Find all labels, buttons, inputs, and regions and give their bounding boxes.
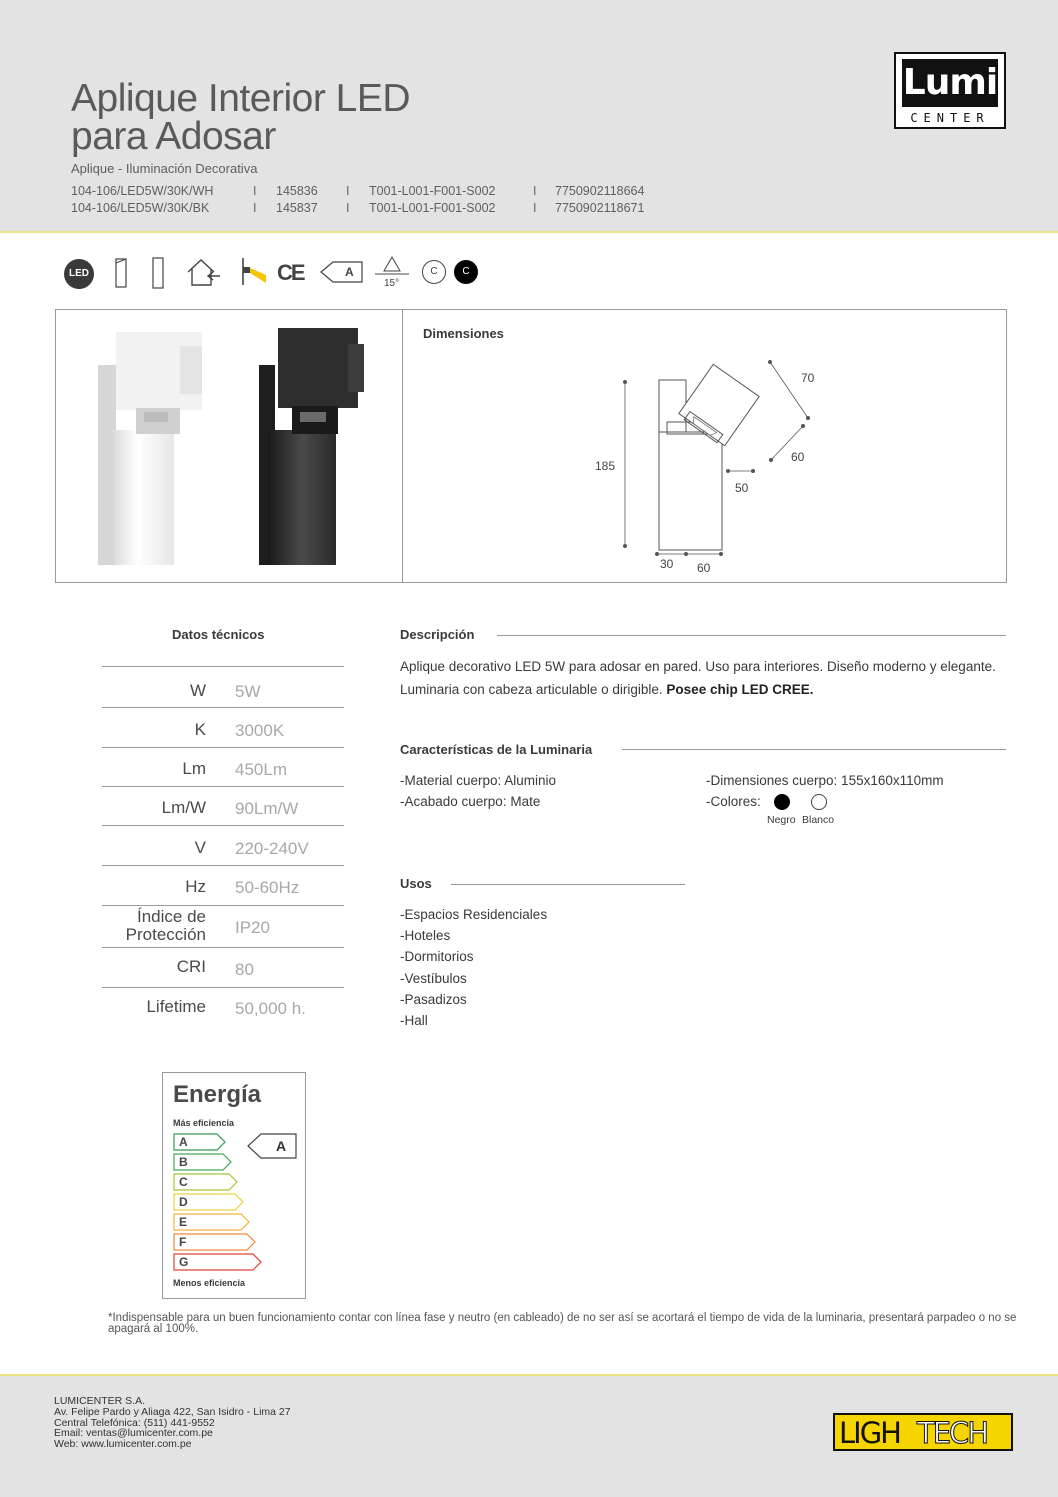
ean-code: 7750902118664 [555,184,645,198]
features-title: Características de la Luminaria [400,742,593,757]
footer-company: LUMICENTER S.A. [54,1395,146,1407]
model-code: 104-106/LED5W/30K/BK [71,201,210,215]
spec-row [102,666,344,707]
dim-head-a: 70 [801,371,815,385]
color-white-icon: C [422,260,446,284]
spec-row [102,865,344,905]
spec-value: 3000K [235,721,285,740]
separator: I [253,184,257,198]
spec-value: 220-240V [235,839,309,858]
separator: I [346,184,350,198]
ref-code: T001-L001-F001-S002 [369,184,496,198]
spec-row [102,786,344,825]
separator: I [533,184,537,198]
footer-phone: Central Telefónica: (511) 441-9552 [54,1417,215,1429]
spec-label: Lm [182,759,206,778]
page-title-line1: Aplique Interior LED [71,77,411,120]
beam-angle-value: 15° [384,278,400,289]
color-swatch-black [774,794,790,810]
energy-class-bar [173,1133,227,1151]
separator: I [533,201,537,215]
spec-value: 5W [235,682,261,701]
separator: I [253,201,257,215]
specs-title: Datos técnicos [172,627,265,642]
uso-item: -Espacios Residenciales [400,907,548,922]
description-body: Aplique decorativo LED 5W para adosar en pared. Uso para interiores. Diseño moderno y elegante. Luminaria con cabeza articulable o dirigible. [400,659,996,697]
spec-label: K [194,720,206,739]
product-photo [56,310,402,582]
spec-row [102,947,344,987]
lightech-logo [833,1413,1013,1451]
uso-item: -Pasadizos [400,992,467,1007]
spec-label: Hz [185,877,206,896]
ce-mark-icon: CE [277,260,304,285]
spec-label: CRI [176,957,206,976]
description-highlight: Posee chip LED CREE. [666,682,814,697]
spec-value: 50-60Hz [235,878,300,897]
product-panel [55,309,1007,583]
separator: I [346,201,350,215]
spec-row [102,905,344,947]
dim-base-b: 60 [697,561,711,575]
energy-class-letter: B [179,1155,188,1169]
color-swatch-white [811,794,827,810]
energy-rating-letter: A [276,1138,287,1154]
energy-class-letter: G [179,1255,189,1269]
header [0,0,1058,233]
ean-code: 7750902118671 [555,201,645,215]
color-name-black: Negro [767,814,796,826]
spec-label-line2: Protección [125,925,206,944]
spec-row [102,825,344,865]
black-fixture [259,328,364,565]
lightech-logo-part1: LIGH [839,1416,900,1450]
logo-subtext: CENTER [910,111,990,125]
ref-code: T001-L001-F001-S002 [369,201,496,215]
uso-item: -Dormitorios [400,949,474,964]
color-name-white: Blanco [802,814,835,826]
feature-finish: -Acabado cuerpo: Mate [400,794,541,809]
lightech-logo-part2: TECH [917,1416,988,1450]
energy-class-letter: E [179,1215,188,1229]
spec-label: Lm/W [161,798,206,817]
dim-head-c: 50 [735,481,749,495]
energy-rating-marker [247,1133,297,1159]
page-title-line2: para Adosar [71,115,276,158]
beam-angle-icon [372,255,412,291]
lumicenter-logo [894,52,1006,129]
footnote: *Indispensable para un buen funcionamiento contar con línea fase y neutro (en cableado) de no ser así se acortará el tiempo de vida de la luminaria, presentará parpadeo o no se apagará al 100%. [108,1312,1017,1335]
page-title [71,77,411,158]
energy-class-icon [320,260,364,284]
features-rule [622,749,1006,750]
usos-title: Usos [400,876,432,891]
description-title: Descripción [400,627,475,642]
description-text [400,655,1010,701]
spec-value: 80 [235,960,254,979]
spec-row [102,707,344,747]
energy-more-label: Más eficiencia [173,1118,235,1128]
feature-icons [62,255,502,295]
spec-label: Lifetime [146,997,206,1016]
wall-spot-icon [238,255,270,291]
dim-height: 185 [595,459,616,473]
sku-code: 145836 [276,184,318,198]
uso-item: -Hall [400,1013,428,1028]
energy-class-letter: D [179,1195,188,1209]
energy-class-letter: C [179,1175,188,1189]
dimensions-title: Dimensiones [423,326,504,341]
spec-value: 50,000 h. [235,999,306,1018]
color-black-icon: C [454,260,478,284]
energy-class-bar [173,1193,245,1211]
page-subtitle: Aplique - Iluminación Decorativa [71,161,258,176]
logo-wordmark: Lumi [902,59,998,107]
footer-email: Email: ventas@lumicenter.com.pe [54,1427,213,1439]
spec-value: IP20 [235,918,270,937]
spec-row [102,987,344,1027]
dim-head-b: 60 [791,450,805,464]
energy-class-letter: A [179,1135,188,1149]
dimension-drawing [403,310,1007,582]
spec-label: V [194,838,206,857]
spec-row [102,747,344,786]
uso-item: -Vestíbulos [400,971,467,986]
wall-flat-icon [150,255,166,291]
energy-class-letter: F [179,1235,187,1249]
spec-label [126,908,206,944]
spec-label: W [189,681,206,700]
energy-class-bar [173,1153,233,1171]
energy-class-bar [173,1233,257,1251]
led-badge-icon: LED [64,259,94,289]
uso-item: -Hoteles [400,928,451,943]
energy-less-label: Menos eficiencia [173,1278,246,1288]
spec-label-line1: Índice de [137,907,206,926]
model-code: 104-106/LED5W/30K/WH [71,184,214,198]
feature-dimensions: -Dimensiones cuerpo: 155x160x110mm [706,773,944,788]
energy-class-letter: A [345,265,354,279]
energy-class-bar [173,1253,263,1271]
usos-rule [451,884,685,885]
description-rule [497,635,1006,636]
dim-base-a: 30 [660,557,674,571]
white-fixture [98,332,202,565]
spec-value: 450Lm [235,760,287,779]
energy-label [162,1072,306,1299]
footer-address: Av. Felipe Pardo y Aliaga 422, San Isidro - Lima 27 [54,1406,291,1418]
energy-class-bar [173,1173,239,1191]
spec-value: 90Lm/W [235,799,299,818]
energy-title: Energía [173,1081,262,1108]
wall-surface-icon [112,255,132,291]
indoor-house-icon [184,255,222,291]
footer-web: Web: www.lumicenter.com.pe [54,1438,192,1450]
feature-colors-label: -Colores: [706,794,761,809]
sku-code: 145837 [276,201,318,215]
energy-class-bar [173,1213,251,1231]
feature-material: -Material cuerpo: Aluminio [400,773,557,788]
